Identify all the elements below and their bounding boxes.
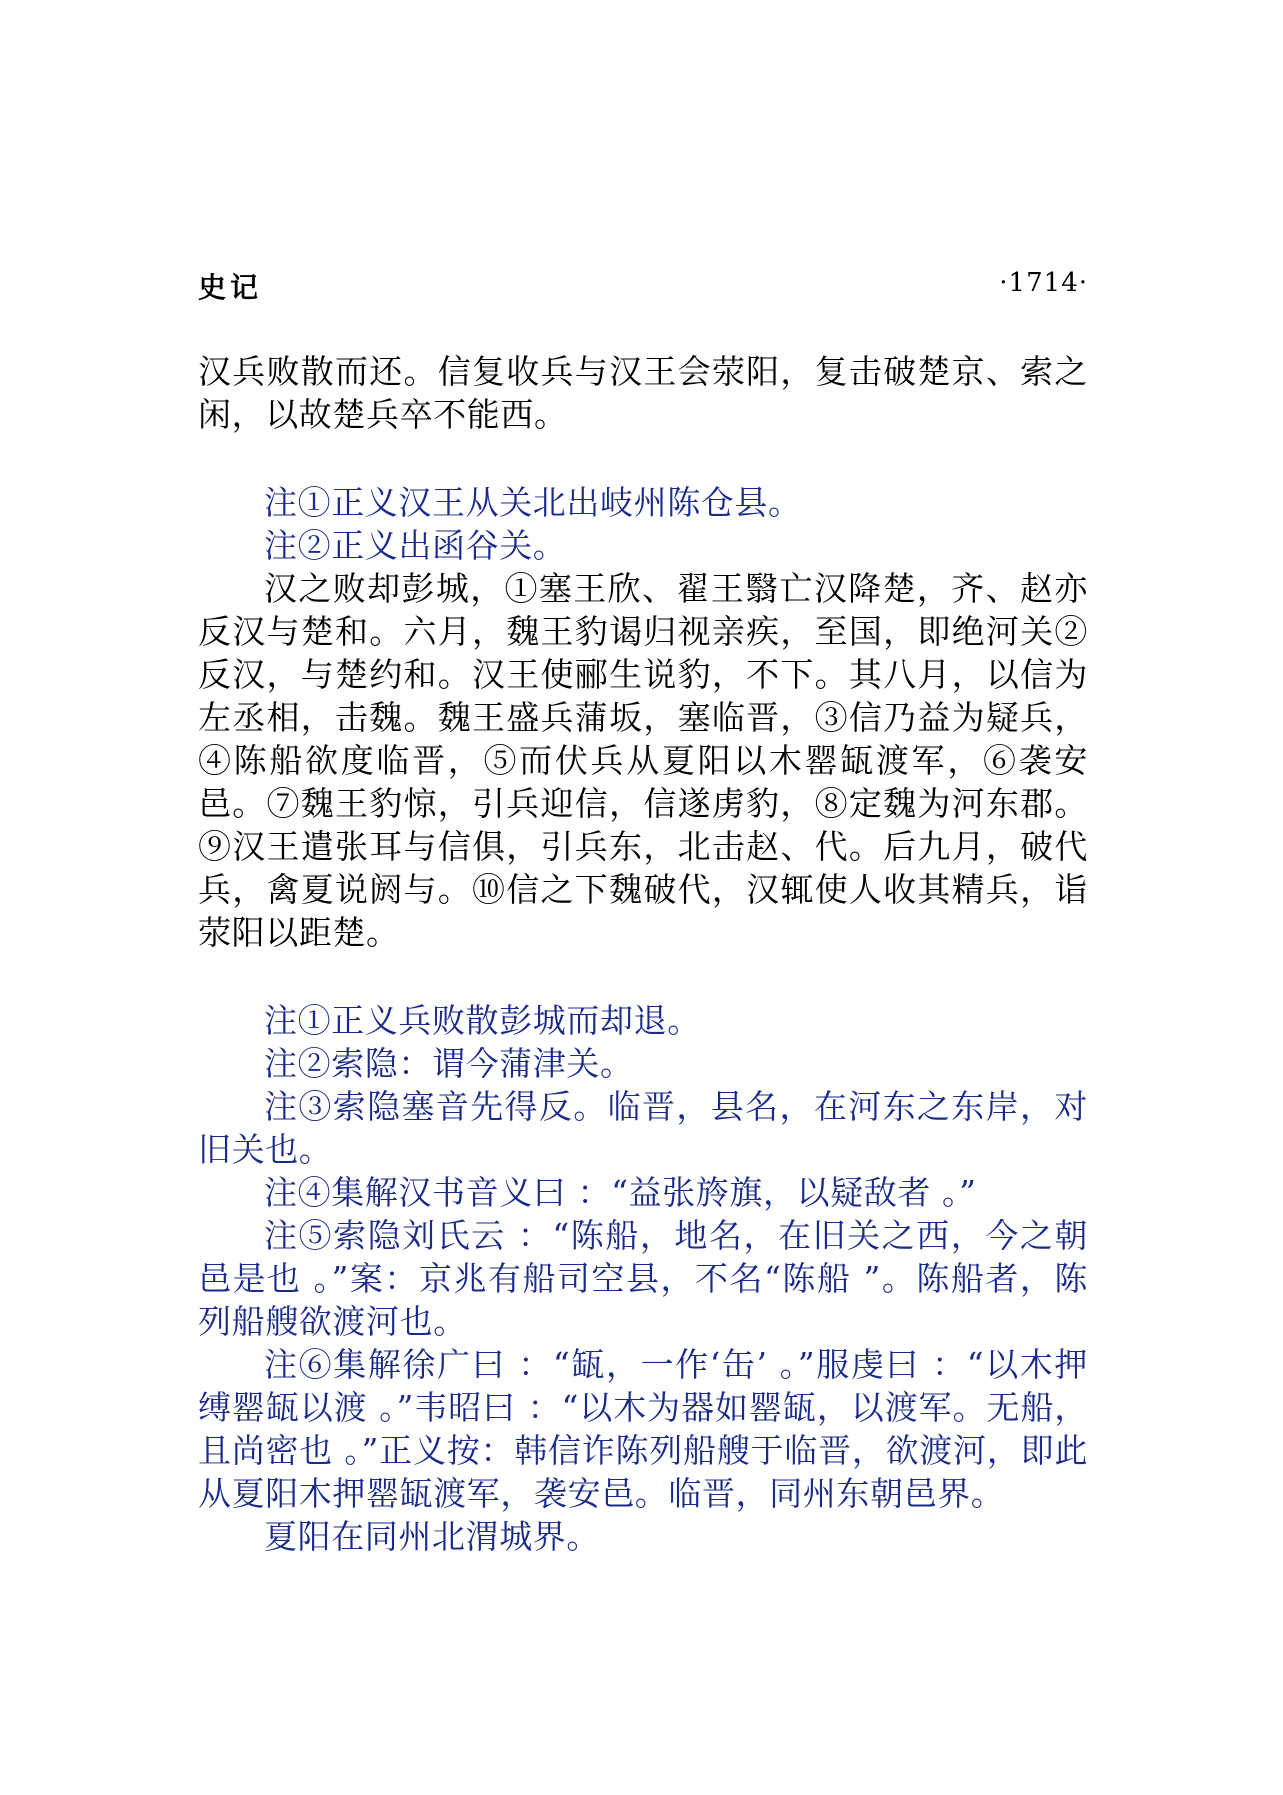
document-page xyxy=(198,0,1088,1795)
main-paragraph: 汉兵败散而还。信复收兵与汉王会荥阳，复击破楚京、索之闲，以故楚兵卒不能西。 xyxy=(198,352,1088,434)
annotation: 注③索隐塞音先得反。临晋，县名，在河东之东岸，对旧关也。 xyxy=(198,1087,1088,1169)
annotation: 注④集解汉书音义曰 ：“益张旍旗，以疑敌者 。” xyxy=(264,1173,977,1212)
main-paragraph: 汉之败却彭城，①塞王欣、翟王翳亡汉降楚，齐、赵亦反汉与楚和。六月，魏王豹谒归视亲疾，至国，即绝河关②反汉，与楚约和。汉王使郦生说豹，不下。其八月，以信为左丞相，击魏。魏王盛兵蒲坂，塞临晋，③信乃益为疑兵，④陈船欲度临晋，⑤而伏兵从夏阳以木罂缻渡军，⑥袭安邑。⑦魏王豹惊，引兵迎信，信遂虏豹，⑧定魏为河东郡。⑨汉王遣张耳与信俱，引兵东，北击赵、代。后九月，破代兵，禽夏说阏与。⑩信之下魏破代，汉辄使人收其精兵，诣荥阳以距楚。 xyxy=(198,569,1088,952)
page-body xyxy=(198,350,1088,1558)
page-header xyxy=(198,266,1088,306)
book-title: 史记 xyxy=(198,271,263,304)
paragraph-gap xyxy=(198,954,1088,999)
annotation: 注①正义兵败散彭城而却退。 xyxy=(264,1001,701,1040)
annotation: 注②索隐：谓今蒲津关。 xyxy=(264,1044,634,1083)
annotation: 夏阳在同州北渭城界。 xyxy=(264,1517,600,1556)
annotation: 注①正义汉王从关北出岐州陈仓县。 xyxy=(264,483,802,522)
annotation: 注⑤索隐刘氏云 ：“陈船，地名，在旧关之西，今之朝邑是也 。”案：京兆有船司空县，不名“陈船 ”。陈船者，陈列船艘欲渡河也。 xyxy=(198,1216,1088,1341)
annotation: 注⑥集解徐广曰 ：“缻，一作‘缶’ 。”服虔曰 ：“以木押缚罂缻以渡 。”韦昭曰 ：“以木为器如罂缻，以渡军。无船，且尚密也 。”正义按：韩信诈陈列船艘于临晋，欲渡河，即此从夏阳木押罂缻渡军，袭安邑。临晋，同州东朝邑界。 xyxy=(198,1345,1088,1513)
paragraph-gap xyxy=(198,436,1088,481)
annotation: 注②正义出函谷关。 xyxy=(264,526,567,565)
page-number: ·1714· xyxy=(999,268,1088,298)
